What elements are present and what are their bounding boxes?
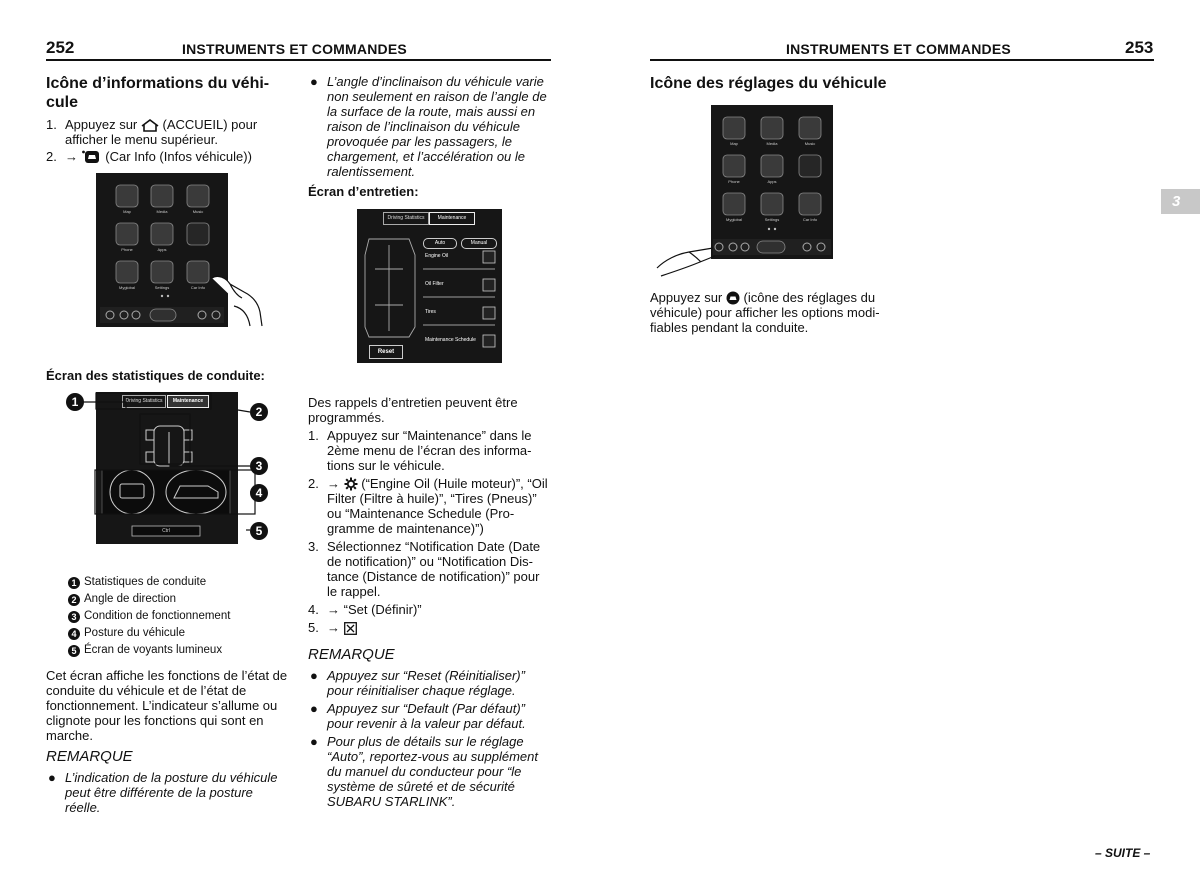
callout-3: 3 [250,457,268,475]
app-label: Settings [764,217,780,222]
legend-number: 5 [68,645,80,657]
maintenance-paragraph: Des rappels d’entretien peuvent être programmés. [308,395,518,425]
remark-text: Pour plus de détails sur le réglage “Auto”, reportez-vous au supplément du manuel du conducteur pour “le système de sûreté et de sécurité SUBARU STARLINK”. [327,734,538,809]
legend-number: 1 [68,577,80,589]
remark-list-right [308,668,552,809]
maintenance-steps [308,428,552,635]
step-number: 2. [308,476,319,491]
legend-text: Posture du véhicule [84,627,186,639]
legend-item [68,608,230,625]
left-page-number: 252 [46,38,75,57]
bullet-icon: ● [310,74,318,89]
bullet-icon: ● [310,734,318,749]
remark-item [46,770,290,815]
right-running-head: INSTRUMENTS ET COMMANDES [786,41,1011,57]
app-label: Apps [767,179,777,184]
vehicle-settings-icon [726,291,740,305]
paragraph-before: Appuyez sur [650,290,723,305]
remark-item [308,734,552,809]
app-label: Map [123,209,131,214]
maint-item: Engine Oil [425,253,449,259]
remark-text: Appuyez sur “Default (Par défaut)” pour revenir à la valeur par défaut. [327,701,526,731]
paragraph-after: (icône des réglages du véhicule) pour afficher les options modi-fiables pendant la conduite. [650,290,880,335]
step-number: 4. [308,602,319,617]
step-text-before: → [327,476,340,491]
callout-4: 4 [250,484,268,502]
app-label: Music [192,209,204,214]
app-label: Myglobal [118,285,135,290]
remark-title-right: REMARQUE [308,646,395,663]
step-text-after: (Car Info (Infos véhicule)) [105,149,252,164]
step-number: 1. [46,117,57,132]
step-text-after: (“Engine Oil (Huile moteur)”, “Oil Filter (Filtre à huile)”, “Tires (Pneus)” ou “Maintenance Schedule (Pro-gramme de maintenance)”) [327,476,548,536]
legend-text: Angle de direction [84,593,177,605]
remark-list-left [46,770,290,815]
hand-pointer-icon [208,272,268,328]
app-label: Map [730,141,738,146]
legend-item [68,574,230,591]
callout-5: 5 [250,522,268,540]
car-info-heading: Icône d’informations du véhi- cule [46,75,270,111]
tab-maintenance: Maintenance [167,395,209,408]
legend-number: 4 [68,628,80,640]
callout-2: 2 [250,403,268,421]
step-text-before: Appuyez sur [65,117,138,132]
home-icon [141,118,159,132]
tab-maintenance: Maintenance [429,212,475,225]
vehicle-settings-heading: Icône des réglages du véhicule [650,75,887,92]
legend-text: Écran de voyants lumineux [84,644,223,656]
step-1 [308,428,552,473]
step-number: 1. [308,428,319,443]
manual-button: Manual [461,238,497,249]
step-5 [308,620,552,635]
legend-item [68,591,230,608]
app-label: Car Info [190,285,206,290]
legend-item [68,625,230,642]
step-2 [46,149,290,164]
app-label: Phone [121,247,133,252]
step-3 [308,539,552,599]
maint-item: Maintenance Schedule [425,337,476,343]
step-text-after: (ACCUEIL) pour afficher le menu supérieur. [65,117,258,147]
app-label: Phone [728,179,740,184]
step-number: 5. [308,620,319,635]
app-label: Media [156,209,168,214]
tilt-note [308,74,552,179]
vehicle-settings-figure [711,105,833,259]
hand-pointer-icon [655,242,719,278]
remark-title-left: REMARQUE [46,748,133,765]
app-label: Settings [154,285,170,290]
reset-button: Reset [369,345,403,359]
stats-paragraph: Cet écran affiche les fonctions de l’état de conduite du véhicule et de l’état de fonctionnement. L’indicateur s’allume ou clignote pour les fonctions qui sont en marche. [46,668,288,743]
step-text: Sélectionnez “Notification Date (Date de notification)” ou “Notification Dis-tance (Distance de notification)” pour le rappel. [327,539,541,599]
stats-bottom-button: Ctrl [162,528,170,534]
auto-button: Auto [423,238,457,249]
gear-icon [344,477,358,491]
step-2 [308,476,552,536]
chapter-thumb-tab: 3 [1161,189,1200,214]
stats-heading: Écran des statistiques de conduite: [46,368,265,383]
legend-text: Statistiques de conduite [84,576,207,588]
remark-text: L’angle d’inclinaison du véhicule varie non seulement en raison de l’angle de la surface de la route, mais aussi en raison de l’inclinaison du véhicule provoquée par les passagers, le chargement, et l’accélération ou le ralentissement. [327,74,547,179]
vehicle-settings-paragraph [650,290,890,335]
legend-number: 2 [68,594,80,606]
remark-item [308,668,552,698]
stats-legend [68,574,230,659]
app-label: Car Info [802,217,818,222]
app-label: Music [804,141,816,146]
car-info-steps [46,117,290,164]
right-header-rule [650,59,1154,61]
step-text-before: → [65,149,78,164]
tab-driving-statistics: Driving Statistics [122,395,166,408]
maintenance-figure [357,209,502,363]
bullet-icon: ● [310,701,318,716]
step-1 [46,117,290,147]
callout-leaders [70,392,260,542]
remark-item [308,701,552,731]
legend-item [68,642,230,659]
app-label: Media [766,141,778,146]
maint-item: Tires [425,309,436,315]
left-header-rule [46,59,551,61]
left-running-head: INSTRUMENTS ET COMMANDES [182,41,407,57]
step-text: → [327,620,340,635]
step-4 [308,602,552,617]
car-info-icon [82,149,102,164]
step-number: 2. [46,149,57,164]
bullet-icon: ● [48,770,56,785]
app-label: Myglobal [725,217,742,222]
close-box-icon [344,622,357,635]
remark-text: Appuyez sur “Reset (Réinitialiser)” pour réinitialiser chaque réglage. [327,668,525,698]
tab-driving-statistics: Driving Statistics [383,212,429,225]
step-text: → “Set (Définir)” [327,602,422,617]
callout-1: 1 [66,393,84,411]
continued-footer: – SUITE – [1095,846,1151,860]
maint-item: Oil Filter [425,281,444,287]
remark-text: L’indication de la posture du véhicule peut être différente de la posture réelle. [65,770,278,815]
maintenance-heading: Écran d’entretien: [308,184,419,199]
legend-text: Condition de fonctionnement [84,610,231,622]
step-number: 3. [308,539,319,554]
app-label: Apps [157,247,167,252]
legend-number: 3 [68,611,80,623]
remark-item [308,74,552,179]
bullet-icon: ● [310,668,318,683]
step-text: Appuyez sur “Maintenance” dans le 2ème menu de l’écran des informa-tions sur le véhicule. [327,428,532,473]
right-page-number: 253 [1125,38,1154,57]
